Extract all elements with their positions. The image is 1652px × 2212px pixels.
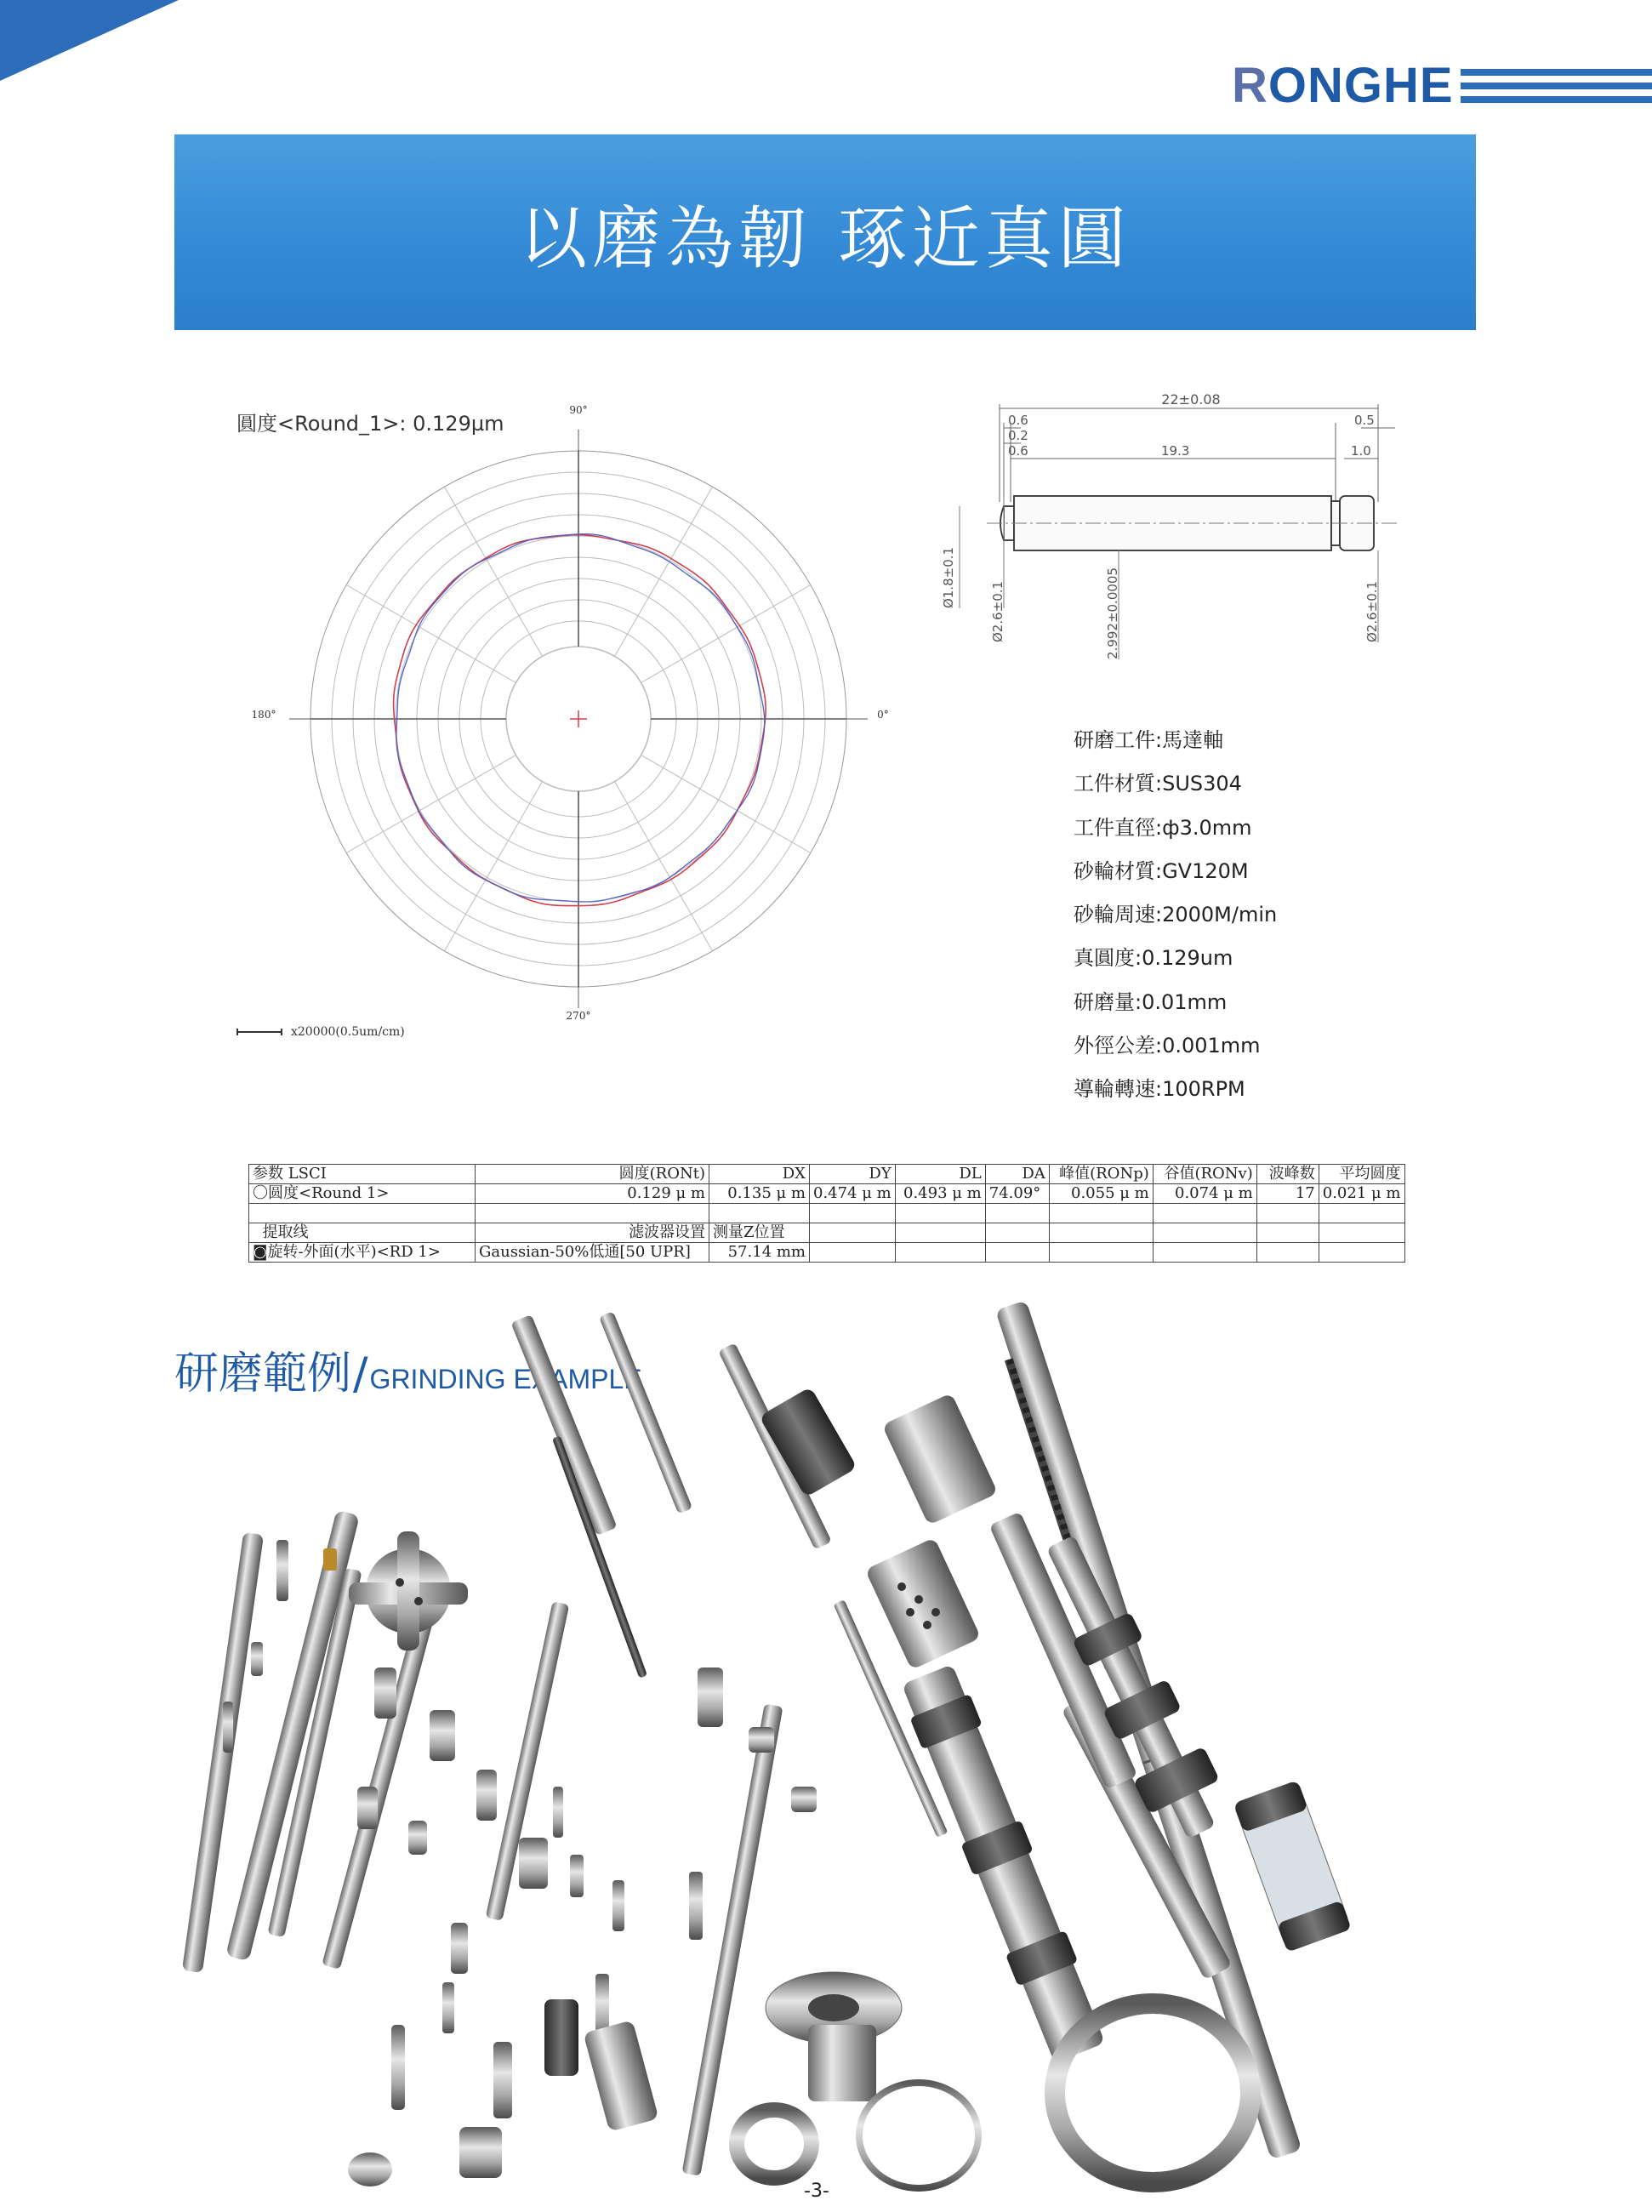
table-cell: DX <box>709 1165 810 1184</box>
angle-270-label: 270° <box>566 1010 591 1022</box>
spec-item: 真圓度:0.129um <box>1074 946 1233 971</box>
banner-title: 以磨為韌 琢近真圓 <box>519 198 1131 278</box>
title-banner <box>174 134 1476 330</box>
dim-e: 0.5 <box>1354 413 1375 428</box>
roundness-measurement-table <box>248 1164 1405 1263</box>
grinding-parts-photo <box>0 1276 1652 2212</box>
page-number: -3- <box>804 2181 829 2202</box>
dia-2: Ø2.6±0.1 <box>990 580 1005 642</box>
glass-bushing <box>1233 1781 1352 1953</box>
table-cell: 提取线 <box>249 1223 476 1243</box>
table-cell: 滤波器设置 <box>476 1223 709 1243</box>
table-cell <box>1153 1204 1256 1223</box>
table-cell: 平均圆度 <box>1319 1165 1404 1184</box>
table-cell: 0.021 μ m <box>1319 1184 1404 1204</box>
table-cell: DA <box>985 1165 1049 1184</box>
table-cell <box>985 1243 1049 1263</box>
grid-spoke <box>641 755 811 853</box>
table-cell <box>895 1223 985 1243</box>
table-cell <box>895 1243 985 1263</box>
dia-1: Ø1.8±0.1 <box>941 546 956 608</box>
roundness-polar-plot <box>247 400 919 1038</box>
spec-item: 外徑公差:0.001mm <box>1074 1034 1261 1058</box>
table-cell <box>1153 1223 1256 1243</box>
dia-3: 2.992±0.0005 <box>1105 567 1120 659</box>
table-cell <box>1256 1223 1319 1243</box>
spec-item: 研磨工件:馬達軸 <box>1074 728 1224 752</box>
table-cell <box>810 1223 896 1243</box>
table-cell <box>1256 1243 1319 1263</box>
table-cell: 〇圆度<Round 1> <box>249 1184 476 1204</box>
spec-item: 砂輪材質:GV120M <box>1074 858 1249 883</box>
cross-joint <box>349 1531 468 1650</box>
dim-b: 0.2 <box>1008 428 1028 443</box>
table-row <box>249 1165 1405 1184</box>
polar-grid <box>289 430 868 1008</box>
table-cell <box>1153 1243 1256 1263</box>
dim-f: 1.0 <box>1351 443 1371 459</box>
grid-spoke <box>615 487 713 656</box>
table-cell: 谷值(RONv) <box>1153 1165 1256 1184</box>
dim-length: 22±0.08 <box>1161 391 1221 408</box>
table-cell: 波峰数 <box>1256 1165 1319 1184</box>
plot-scale <box>236 1025 405 1039</box>
table-cell: 0.074 μ m <box>1153 1184 1256 1204</box>
roundness-trace-blue <box>396 534 765 902</box>
table-cell <box>1319 1204 1404 1223</box>
section-title-en: GRINDING EXAMPLE <box>369 1364 642 1394</box>
grid-spoke <box>445 487 543 656</box>
table-cell: 0.135 μ m <box>709 1184 810 1204</box>
bushing-parts <box>759 1387 998 1670</box>
table-cell <box>1319 1223 1404 1243</box>
table-cell: 参数 LSCI <box>249 1165 476 1184</box>
table-cell <box>1049 1243 1153 1263</box>
table-cell: Gaussian-50%低通[50 UPR] <box>476 1243 709 1263</box>
grid-spoke <box>445 782 543 951</box>
table-cell: DL <box>895 1165 985 1184</box>
table-cell <box>1049 1223 1153 1243</box>
scale-text: x20000(0.5um/cm) <box>291 1025 405 1039</box>
logo-stripes <box>1461 69 1652 103</box>
table-cell <box>810 1243 896 1263</box>
table-cell <box>1319 1243 1404 1263</box>
dim-c: 0.6 <box>1008 443 1028 459</box>
table-cell: 17 <box>1256 1184 1319 1204</box>
table-cell: 0.474 μ m <box>810 1184 896 1204</box>
table-cell <box>985 1204 1049 1223</box>
table-cell <box>476 1204 709 1223</box>
ronghe-logo <box>1232 58 1652 113</box>
table-cell: 0.493 μ m <box>895 1184 985 1204</box>
table-cell <box>985 1223 1049 1243</box>
section-title-slash: / <box>353 1348 368 1400</box>
table-cell <box>249 1204 476 1223</box>
table-cell: 57.14 mm <box>709 1243 810 1263</box>
table-cell: 0.055 μ m <box>1049 1184 1153 1204</box>
table-cell: 0.129 μ m <box>476 1184 709 1204</box>
table-row <box>249 1184 1405 1204</box>
table-cell <box>709 1204 810 1223</box>
table-cell: 峰值(RONp) <box>1049 1165 1153 1184</box>
dim-a: 0.6 <box>1008 413 1028 428</box>
spec-item: 研磨量:0.01mm <box>1074 989 1228 1014</box>
table-cell: 测量Z位置 <box>709 1223 810 1243</box>
table-cell: DY <box>810 1165 896 1184</box>
section-title-cn: 研磨範例 <box>174 1348 352 1400</box>
grid-spoke <box>346 755 516 853</box>
table-cell <box>895 1204 985 1223</box>
grid-spoke <box>346 585 516 683</box>
table-cell: ◙旋转-外面(水平)<RD 1> <box>249 1243 476 1263</box>
table-row <box>249 1223 1405 1243</box>
grinding-specs-list <box>1074 719 1277 1112</box>
table-row <box>249 1204 1405 1223</box>
roundness-label: 圓度<Round_1>: 0.129µm <box>236 412 504 436</box>
table-cell <box>1256 1204 1319 1223</box>
spec-item: 工件直徑:ф3.0mm <box>1074 815 1252 840</box>
table-cell <box>1049 1204 1153 1223</box>
spec-item: 砂輪周速:2000M/min <box>1074 903 1278 927</box>
angle-90-label: 90° <box>569 404 588 416</box>
angle-180-label: 180° <box>251 709 276 721</box>
table-cell: 74.09° <box>985 1184 1049 1204</box>
grid-spoke <box>615 782 713 951</box>
dia-4: Ø2.6±0.1 <box>1364 580 1380 642</box>
table-cell: 圆度(RONt) <box>476 1165 709 1184</box>
dim-d: 19.3 <box>1161 443 1190 459</box>
spec-item: 導輪轉速:100RPM <box>1074 1077 1245 1102</box>
table-row <box>249 1243 1405 1263</box>
flange-part <box>766 1972 902 2101</box>
shaft-technical-drawing <box>936 387 1412 659</box>
spec-item: 工件材質:SUS304 <box>1074 772 1242 796</box>
scale-bar <box>236 1029 282 1035</box>
logo-text: RONGHE <box>1232 58 1454 113</box>
grid-spoke <box>641 585 811 683</box>
corner-accent-shape <box>0 0 179 81</box>
table-cell <box>810 1204 896 1223</box>
angle-0-label: 0° <box>877 709 889 721</box>
